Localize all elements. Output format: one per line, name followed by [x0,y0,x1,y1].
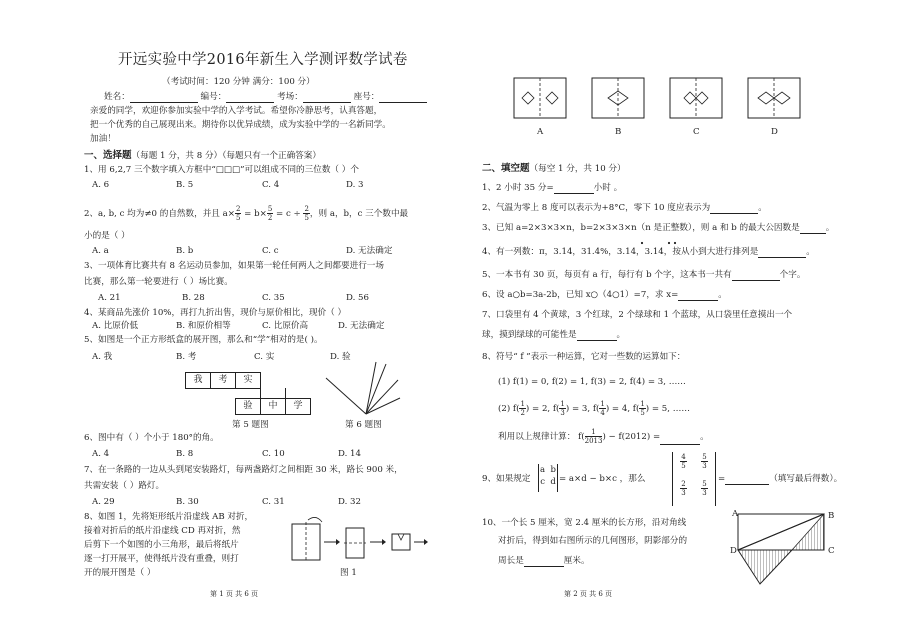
answer-blank [678,291,718,301]
matrix-row [673,453,715,470]
question-text: (2) f( [498,404,520,414]
fill-question-7-cont [482,330,625,341]
question-8-cont: 开的展开图是（ ） [84,568,156,578]
option-c: C. 实 [254,352,275,362]
net-cell: 中 [260,398,286,415]
matrix-row [539,464,557,476]
section-1-heading [84,150,321,162]
determinant-abcd [538,464,558,492]
question-text: ) = 3, f( [565,404,600,414]
intro-line: 亲爱的同学，欢迎你参加实验中学的入学考试。希望你冷静思考，认真答题， [90,106,383,116]
fraction: $\frac{1}{2}$ [520,400,525,417]
section-2-title: 二、填空题 [482,163,530,174]
question-6: 6、图中有（ ）个小于 180°的角。 [84,433,219,443]
option-a: A. 比原价低 [92,321,139,331]
question-text: 。 [718,290,727,300]
intro-line: 加油！ [90,134,116,144]
determinant-fractions [672,452,716,506]
option-a: A. 我 [92,352,113,362]
choice-a-figure [514,78,566,118]
option-d: D. 无法确定 [338,321,385,331]
numerator: 2 [681,480,686,488]
matrix-cell: b [550,465,556,475]
question-text: 小时 。 [593,183,623,193]
matrix-row [673,480,715,497]
fig-1-caption: 图 1 [340,568,357,578]
question-text: 。 [616,330,626,340]
denominator: 3 [681,489,686,497]
option-a: A. 4 [92,449,110,459]
number-label: 编号： [200,92,227,102]
fill-question-9-tail [718,474,842,485]
matrix-cell: a [540,465,546,475]
option-a: A. a [92,246,109,256]
net-cell: 考 [210,372,236,389]
question-4: 4、某商品先涨价 10%，再打九折出售，现价与原价相比，现价（ ） [84,308,347,318]
arrow-head [424,539,428,545]
angles-figure [322,360,402,418]
answer-blank [554,184,594,194]
option-c: C. 10 [262,449,285,459]
question-2-text: = b× [241,209,267,219]
fill-question-6 [482,290,727,301]
shaded-region [792,514,824,550]
denominator: 5 [304,214,309,222]
fold-figure [730,510,830,588]
q8-choice-figures [512,76,812,120]
question-2-text: ，则 a，b，c 三个数中最 [309,209,409,219]
question-text: 。 [825,223,835,233]
question-text: ) − f(2012) = [602,432,661,442]
question-text: 6、设 a○b=3a-2b，已知 x○（4○1）=7，求 x= [482,290,679,300]
option-b: B. 和原价相等 [176,321,231,331]
fill-question-10-cont [498,556,590,567]
denominator: 5 [681,462,686,470]
seat-label: 座号： [353,92,380,102]
cut-triangle [398,534,404,540]
fill-question-4 [482,247,815,258]
answer-blank [577,331,617,341]
question-2-cont: 小的是（ ） [84,231,130,241]
question-text: = [718,474,726,484]
question-text: 5、一本书有 30 页，每页有 a 行，每行有 b 个字，这本书一共有 [482,270,732,280]
question-text: 。 [758,203,767,213]
option-a: A. 21 [98,293,121,303]
option-b: B. 30 [176,497,199,507]
vertex-label-a: A [732,509,739,519]
fraction: $\frac{1}{3}$ [560,400,565,417]
question-2-text: = c ÷ [273,209,304,219]
fraction [701,480,707,497]
denominator: 2013 [584,437,603,445]
answer-blank [725,475,769,485]
question-text: 4、有一列数：π，3.14，31.4%，3.1 [482,247,631,257]
option-c: C. 31 [262,497,285,507]
option-a: A. 29 [92,497,115,507]
repeating-dots [634,240,678,246]
question-text: ) = 2, f( [525,404,560,414]
page-footer: 第 1 页 共 6 页 [210,590,259,598]
repeat-dot [674,242,676,244]
choice-label-a: A [537,127,544,137]
choice-c-figure [670,78,722,118]
fill-question-10: 10、一个长 5 厘米，宽 2.4 厘米的长方形，沿对角线 [482,518,687,528]
question-3: 3、一项体育比赛共有 8 名运动员参加，如果第一轮任何两人之间都要进行一场 [84,261,384,271]
choice-label-b: B [615,127,622,137]
question-text: 2、气温为零上 8 度可以表示为+8°C，零下 10 度应表示为 [482,203,711,213]
folding-figure [290,510,440,570]
choice-label-d: D [771,127,778,137]
section-2-note: （每空 1 分，共 10 分） [529,164,626,174]
page-footer: 第 2 页 共 6 页 [564,590,613,598]
option-a: A. 6 [92,180,110,190]
matrix-cell: d [550,477,556,487]
matrix-row [539,476,557,488]
option-d: D. 14 [338,449,361,459]
numerator: 5 [702,480,707,488]
fraction [701,453,707,470]
question-text: （填写最后得数）。 [769,474,843,484]
fraction [680,453,686,470]
question-text: 利用以上规律计算： f( [498,432,585,442]
option-d: D. 32 [338,497,361,507]
question-2 [84,205,408,222]
answer-blank [758,248,806,258]
denominator: 5 [235,214,241,222]
option-c: C. c [262,246,279,256]
intro-line: 把一个优秀的自己展现出来。期待你以优异成绩，成为实验中学的一名新同学。 [90,120,391,130]
arrow-head [336,539,340,545]
fill-question-7: 7、口袋里有 4 个黄球，3 个红球，2 个绿球和 1 个蓝球，从口袋里任意摸出一个 [482,310,793,320]
fill-question-5 [482,270,805,281]
rule-line-2 [498,400,690,417]
answer-blank [524,557,564,567]
numerator: 5 [267,205,273,213]
question-7-cont: 共需安装（ ）路灯。 [84,481,165,491]
fill-question-8: 8、符号“ f ”表示一种运算，它对一些数的运算如下： [482,352,686,362]
fraction: $\frac{1}{5}$ [640,400,645,417]
fraction [680,480,686,497]
fig-6-caption: 第 6 题图 [345,420,382,430]
exam-title: 开远实验中学2016年新生入学测评数学试卷 [118,52,408,68]
answer-blank [710,204,758,214]
question-8-cont: 逐一打开展平，使得纸片没有重叠，则打 [84,554,239,564]
question-text: ) = 4, f( [605,404,640,414]
question-text: 3、已知 a=2×3×3×n，b=2×3×3×n（n 是正整数），则 a 和 b 的最大公因数是 [482,223,800,233]
denominator: 2 [267,214,273,222]
option-b: B. b [176,246,194,256]
net-cell: 验 [235,398,261,415]
section-1-note: （每题 1 分，共 8 分）（每题只有一个正确答案） [131,151,321,161]
question-5: 5、如图是一个正方形纸盒的展开图，那么和“学”相对的是( )。 [84,335,323,345]
numerator: 5 [702,453,707,461]
answer-blank [660,435,700,445]
option-c: C. 4 [262,180,280,190]
exam-info: （考试时间：120 分钟 满分：100 分） [162,77,315,87]
option-d: D. 56 [346,293,369,303]
question-text: 4，3.1 [630,247,659,257]
section-2-heading [482,163,626,175]
fig-5-caption: 第 5 题图 [232,420,269,430]
question-text: ) = 5, …… [645,404,690,414]
net-cell: 我 [185,372,211,389]
question-text: 1、2 小时 35 分= [482,183,554,193]
ray [366,380,398,414]
question-2-text: 2、a, b, c 均为≠0 的自然数，并且 a× [84,209,235,219]
name-blank [130,93,198,103]
fill-question-1 [482,183,622,194]
question-text: 周长是 [498,556,524,566]
numerator: 2 [304,205,309,213]
vertex-label-d: D [730,546,737,556]
net-cell: 学 [285,398,311,415]
ray [326,378,366,414]
answer-blank [732,271,780,281]
vertex-label-b: B [828,511,835,521]
student-info-row [104,92,427,103]
rule-line-1: (1) f(1) = 0, f(2) = 1, f(3) = 2, f(4) = 3, …… [498,377,686,387]
fold-arrow [308,517,322,522]
denominator: 3 [702,489,707,497]
answer-blank [800,224,826,234]
fill-question-10-cont: 对折后，得到如右图所示的几何图形，阴影部分的 [498,536,688,546]
option-d: D. 无法确定 [346,246,393,256]
choice-label-c: C [693,127,700,137]
repeating-digit [631,247,659,257]
question-text: 个字。 [779,270,806,280]
option-b: B. 28 [182,293,205,303]
rule-apply-line [498,428,709,445]
fill-question-9-lead: 9、如果规定 [482,474,531,484]
option-b: B. 5 [176,180,194,190]
repeat-dot [668,242,670,244]
shaded-region [738,550,792,584]
vertex-label-c: C [828,546,835,556]
exam-room-label: 考场： [277,92,303,102]
fraction: $\frac{1}{2013}$ [584,428,603,445]
question-text: 4，按从小到大进行排列是 [658,247,759,257]
question-text: 。 [806,247,815,257]
denominator: 3 [702,462,707,470]
seat-blank [379,93,427,103]
question-text: 厘米。 [563,556,590,566]
choice-d-figure [748,78,800,118]
option-c: C. 35 [262,293,285,303]
question-3-cont: 比赛，那么第一轮要进行（ ）场比赛。 [84,277,233,287]
numerator: 4 [681,453,686,461]
number-blank [226,93,274,103]
fill-question-3 [482,223,834,234]
question-text: 球，摸到绿球的可能性是 [482,330,577,340]
numerator: 2 [235,205,241,213]
question-8: 8、如图 1，先将矩形纸片沿虚线 AB 对折， [84,512,254,522]
question-8-cont: 后剪下一个如图的小三角形，最后将纸片 [84,540,239,550]
net-cell: 实 [235,372,261,389]
option-b: B. 考 [176,352,197,362]
option-d: D. 3 [346,180,364,190]
question-text: 。 [700,432,709,442]
section-1-title: 一、选择题 [84,150,132,161]
option-d: D. 验 [330,352,351,362]
fill-question-9-rule: = a×d − b×c ，那么 [559,474,646,484]
option-b: B. 8 [176,449,194,459]
exam-page-2 [460,0,920,634]
question-1: 1、用 6,2,7 三个数字填入方框中“□□□”可以组成不同的三位数（ ）个 [84,165,359,175]
repeat-dot [641,242,643,244]
fill-question-2 [482,203,767,214]
exam-room-blank [303,93,351,103]
question-8-cont: 接着对折后的纸片沿虚线 CD 再对折，然 [84,526,241,536]
fraction: $\frac{1}{4}$ [600,400,605,417]
question-7: 7、在一条路的一边从头到尾安装路灯，每两盏路灯之间相距 30 米，路长 900 米， [84,465,403,475]
name-label: 姓名： [104,92,130,102]
option-c: C. 比原价高 [262,321,309,331]
choice-b-figure [592,78,644,118]
arrow-head [382,539,386,545]
matrix-cell: c [540,477,545,487]
ray [366,362,376,414]
